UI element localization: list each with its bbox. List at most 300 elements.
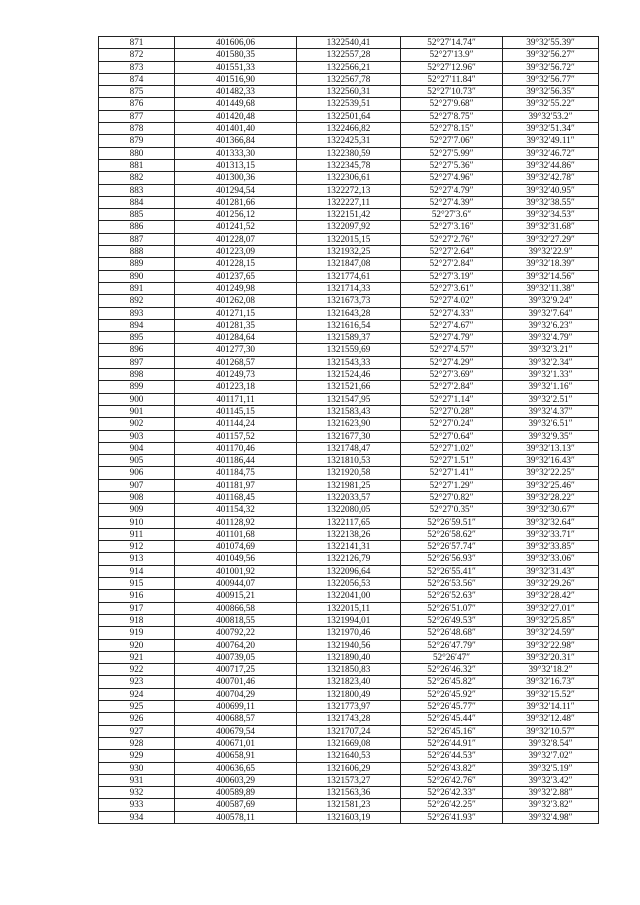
longitude-cell: 39°32′32.64″ <box>503 516 599 528</box>
y-coordinate-cell: 1322560,31 <box>297 86 401 98</box>
latitude-cell: 52°27′9.68″ <box>401 98 503 110</box>
latitude-cell: 52°27′0.64″ <box>401 430 503 442</box>
latitude-cell: 52°27′12.96″ <box>401 61 503 73</box>
table-row <box>99 332 599 344</box>
y-coordinate-cell: 1322227,11 <box>297 196 401 208</box>
table-row <box>99 73 599 85</box>
longitude-cell: 39°32′2.34″ <box>503 356 599 368</box>
point-number-cell: 932 <box>99 787 175 799</box>
longitude-cell: 39°32′1.33″ <box>503 369 599 381</box>
x-coordinate-cell: 401551,33 <box>175 61 297 73</box>
table-row <box>99 664 599 676</box>
latitude-cell: 52°26′51.07″ <box>401 602 503 614</box>
longitude-cell: 39°32′56.27″ <box>503 49 599 61</box>
latitude-cell: 52°27′2.76″ <box>401 233 503 245</box>
y-coordinate-cell: 1321563,36 <box>297 787 401 799</box>
x-coordinate-cell: 401284,64 <box>175 332 297 344</box>
table-row <box>99 614 599 626</box>
y-coordinate-cell: 1321810,53 <box>297 455 401 467</box>
latitude-cell: 52°27′5.36″ <box>401 159 503 171</box>
point-number-cell: 904 <box>99 442 175 454</box>
table-row <box>99 762 599 774</box>
latitude-cell: 52°26′45.77″ <box>401 701 503 713</box>
table-row <box>99 811 599 823</box>
longitude-cell: 39°32′2.51″ <box>503 393 599 405</box>
x-coordinate-cell: 400589,89 <box>175 787 297 799</box>
longitude-cell: 39°32′16.43″ <box>503 455 599 467</box>
x-coordinate-cell: 400704,29 <box>175 688 297 700</box>
point-number-cell: 888 <box>99 246 175 258</box>
y-coordinate-cell: 1321640,53 <box>297 750 401 762</box>
x-coordinate-cell: 401313,15 <box>175 159 297 171</box>
point-number-cell: 892 <box>99 295 175 307</box>
latitude-cell: 52°26′49.53″ <box>401 614 503 626</box>
y-coordinate-cell: 1322141,31 <box>297 541 401 553</box>
longitude-cell: 39°32′9.35″ <box>503 430 599 442</box>
point-number-cell: 903 <box>99 430 175 442</box>
y-coordinate-cell: 1322117,65 <box>297 516 401 528</box>
x-coordinate-cell: 401223,09 <box>175 246 297 258</box>
x-coordinate-cell: 401228,15 <box>175 258 297 270</box>
point-number-cell: 899 <box>99 381 175 393</box>
x-coordinate-cell: 401181,97 <box>175 479 297 491</box>
longitude-cell: 39°32′15.52″ <box>503 688 599 700</box>
y-coordinate-cell: 1321603,19 <box>297 811 401 823</box>
x-coordinate-cell: 401580,35 <box>175 49 297 61</box>
latitude-cell: 52°27′11.84″ <box>401 73 503 85</box>
latitude-cell: 52°27′4.79″ <box>401 332 503 344</box>
y-coordinate-cell: 1322097,92 <box>297 221 401 233</box>
table-row <box>99 270 599 282</box>
table-row <box>99 246 599 258</box>
point-number-cell: 887 <box>99 233 175 245</box>
x-coordinate-cell: 400578,11 <box>175 811 297 823</box>
y-coordinate-cell: 1321850,83 <box>297 664 401 676</box>
longitude-cell: 39°32′13.13″ <box>503 442 599 454</box>
table-row <box>99 774 599 786</box>
latitude-cell: 52°26′45.92″ <box>401 688 503 700</box>
y-coordinate-cell: 1321981,25 <box>297 479 401 491</box>
latitude-cell: 52°26′45.44″ <box>401 713 503 725</box>
table-row <box>99 209 599 221</box>
longitude-cell: 39°32′33.06″ <box>503 553 599 565</box>
point-number-cell: 916 <box>99 590 175 602</box>
x-coordinate-cell: 400688,57 <box>175 713 297 725</box>
point-number-cell: 931 <box>99 774 175 786</box>
table-row <box>99 442 599 454</box>
y-coordinate-cell: 1321643,28 <box>297 307 401 319</box>
table-row <box>99 381 599 393</box>
longitude-cell: 39°32′16.73″ <box>503 676 599 688</box>
point-number-cell: 898 <box>99 369 175 381</box>
table-row <box>99 578 599 590</box>
y-coordinate-cell: 1322567,78 <box>297 73 401 85</box>
point-number-cell: 929 <box>99 750 175 762</box>
longitude-cell: 39°32′56.77″ <box>503 73 599 85</box>
point-number-cell: 928 <box>99 737 175 749</box>
point-number-cell: 894 <box>99 319 175 331</box>
latitude-cell: 52°27′4.29″ <box>401 356 503 368</box>
table-row <box>99 295 599 307</box>
longitude-cell: 39°32′14.56″ <box>503 270 599 282</box>
y-coordinate-cell: 1322501,64 <box>297 110 401 122</box>
latitude-cell: 52°26′59.51″ <box>401 516 503 528</box>
y-coordinate-cell: 1322096,64 <box>297 565 401 577</box>
y-coordinate-cell: 1321677,30 <box>297 430 401 442</box>
table-row <box>99 479 599 491</box>
y-coordinate-cell: 1322056,53 <box>297 578 401 590</box>
table-row <box>99 369 599 381</box>
x-coordinate-cell: 400915,21 <box>175 590 297 602</box>
x-coordinate-cell: 401281,35 <box>175 319 297 331</box>
point-number-cell: 882 <box>99 172 175 184</box>
table-row <box>99 418 599 430</box>
latitude-cell: 52°26′43.82″ <box>401 762 503 774</box>
latitude-cell: 52°27′4.57″ <box>401 344 503 356</box>
y-coordinate-cell: 1322380,59 <box>297 147 401 159</box>
y-coordinate-cell: 1322272,13 <box>297 184 401 196</box>
longitude-cell: 39°32′3.82″ <box>503 799 599 811</box>
x-coordinate-cell: 401366,84 <box>175 135 297 147</box>
y-coordinate-cell: 1321543,33 <box>297 356 401 368</box>
point-number-cell: 917 <box>99 602 175 614</box>
table-row <box>99 430 599 442</box>
x-coordinate-cell: 401168,45 <box>175 491 297 503</box>
longitude-cell: 39°32′55.39″ <box>503 37 599 49</box>
x-coordinate-cell: 401333,30 <box>175 147 297 159</box>
table-row <box>99 639 599 651</box>
x-coordinate-cell: 401482,33 <box>175 86 297 98</box>
x-coordinate-cell: 401271,15 <box>175 307 297 319</box>
x-coordinate-cell: 401249,98 <box>175 282 297 294</box>
point-number-cell: 912 <box>99 541 175 553</box>
longitude-cell: 39°32′5.19″ <box>503 762 599 774</box>
x-coordinate-cell: 400866,58 <box>175 602 297 614</box>
longitude-cell: 39°32′31.43″ <box>503 565 599 577</box>
point-number-cell: 910 <box>99 516 175 528</box>
y-coordinate-cell: 1322041,00 <box>297 590 401 602</box>
x-coordinate-cell: 400701,46 <box>175 676 297 688</box>
table-row <box>99 98 599 110</box>
x-coordinate-cell: 401145,15 <box>175 405 297 417</box>
longitude-cell: 39°32′33.71″ <box>503 528 599 540</box>
point-number-cell: 896 <box>99 344 175 356</box>
longitude-cell: 39°32′28.22″ <box>503 491 599 503</box>
latitude-cell: 52°27′2.64″ <box>401 246 503 258</box>
latitude-cell: 52°27′3.16″ <box>401 221 503 233</box>
table-row <box>99 688 599 700</box>
latitude-cell: 52°27′2.84″ <box>401 258 503 270</box>
x-coordinate-cell: 401262,08 <box>175 295 297 307</box>
x-coordinate-cell: 401256,12 <box>175 209 297 221</box>
table-row <box>99 651 599 663</box>
point-number-cell: 885 <box>99 209 175 221</box>
latitude-cell: 52°26′52.63″ <box>401 590 503 602</box>
latitude-cell: 52°27′13.9″ <box>401 49 503 61</box>
x-coordinate-cell: 401237,65 <box>175 270 297 282</box>
table-row <box>99 147 599 159</box>
longitude-cell: 39°32′7.02″ <box>503 750 599 762</box>
x-coordinate-cell: 400764,20 <box>175 639 297 651</box>
longitude-cell: 39°32′29.26″ <box>503 578 599 590</box>
x-coordinate-cell: 401241,52 <box>175 221 297 233</box>
longitude-cell: 39°32′42.78″ <box>503 172 599 184</box>
y-coordinate-cell: 1321743,28 <box>297 713 401 725</box>
longitude-cell: 39°32′56.72″ <box>503 61 599 73</box>
y-coordinate-cell: 1321847,08 <box>297 258 401 270</box>
point-number-cell: 920 <box>99 639 175 651</box>
table-row <box>99 602 599 614</box>
point-number-cell: 873 <box>99 61 175 73</box>
latitude-cell: 52°26′57.74″ <box>401 541 503 553</box>
point-number-cell: 874 <box>99 73 175 85</box>
point-number-cell: 890 <box>99 270 175 282</box>
latitude-cell: 52°26′58.62″ <box>401 528 503 540</box>
point-number-cell: 925 <box>99 701 175 713</box>
longitude-cell: 39°32′4.98″ <box>503 811 599 823</box>
y-coordinate-cell: 1321970,46 <box>297 627 401 639</box>
latitude-cell: 52°27′0.24″ <box>401 418 503 430</box>
latitude-cell: 52°27′4.33″ <box>401 307 503 319</box>
latitude-cell: 52°27′7.06″ <box>401 135 503 147</box>
y-coordinate-cell: 1322345,78 <box>297 159 401 171</box>
x-coordinate-cell: 401128,92 <box>175 516 297 528</box>
table-row <box>99 528 599 540</box>
y-coordinate-cell: 1321920,58 <box>297 467 401 479</box>
table-row <box>99 123 599 135</box>
y-coordinate-cell: 1321559,69 <box>297 344 401 356</box>
latitude-cell: 52°27′1.41″ <box>401 467 503 479</box>
point-number-cell: 879 <box>99 135 175 147</box>
longitude-cell: 39°32′20.31″ <box>503 651 599 663</box>
longitude-cell: 39°32′3.21″ <box>503 344 599 356</box>
latitude-cell: 52°26′44.91″ <box>401 737 503 749</box>
latitude-cell: 52°27′3.69″ <box>401 369 503 381</box>
longitude-cell: 39°32′28.42″ <box>503 590 599 602</box>
y-coordinate-cell: 1321573,27 <box>297 774 401 786</box>
table-row <box>99 627 599 639</box>
point-number-cell: 889 <box>99 258 175 270</box>
longitude-cell: 39°32′51.34″ <box>503 123 599 135</box>
point-number-cell: 876 <box>99 98 175 110</box>
y-coordinate-cell: 1322015,11 <box>297 602 401 614</box>
latitude-cell: 52°27′14.74″ <box>401 37 503 49</box>
y-coordinate-cell: 1322138,26 <box>297 528 401 540</box>
latitude-cell: 52°27′8.15″ <box>401 123 503 135</box>
y-coordinate-cell: 1321583,43 <box>297 405 401 417</box>
longitude-cell: 39°32′18.2″ <box>503 664 599 676</box>
x-coordinate-cell: 400658,91 <box>175 750 297 762</box>
longitude-cell: 39°32′56.35″ <box>503 86 599 98</box>
point-number-cell: 911 <box>99 528 175 540</box>
table-row <box>99 221 599 233</box>
table-row <box>99 159 599 171</box>
x-coordinate-cell: 401277,30 <box>175 344 297 356</box>
latitude-cell: 52°26′56.93″ <box>401 553 503 565</box>
longitude-cell: 39°32′6.51″ <box>503 418 599 430</box>
longitude-cell: 39°32′12.48″ <box>503 713 599 725</box>
y-coordinate-cell: 1321932,25 <box>297 246 401 258</box>
table-row <box>99 86 599 98</box>
latitude-cell: 52°26′42.76″ <box>401 774 503 786</box>
latitude-cell: 52°26′53.56″ <box>401 578 503 590</box>
y-coordinate-cell: 1322015,15 <box>297 233 401 245</box>
point-number-cell: 877 <box>99 110 175 122</box>
table-row <box>99 172 599 184</box>
longitude-cell: 39°32′22.25″ <box>503 467 599 479</box>
x-coordinate-cell: 400603,29 <box>175 774 297 786</box>
latitude-cell: 52°27′1.14″ <box>401 393 503 405</box>
y-coordinate-cell: 1322306,61 <box>297 172 401 184</box>
latitude-cell: 52°26′42.25″ <box>401 799 503 811</box>
x-coordinate-cell: 400739,05 <box>175 651 297 663</box>
y-coordinate-cell: 1322126,79 <box>297 553 401 565</box>
x-coordinate-cell: 401154,32 <box>175 504 297 516</box>
x-coordinate-cell: 400699,11 <box>175 701 297 713</box>
table-row <box>99 787 599 799</box>
y-coordinate-cell: 1322539,51 <box>297 98 401 110</box>
x-coordinate-cell: 401516,90 <box>175 73 297 85</box>
table-row <box>99 37 599 49</box>
table-row <box>99 61 599 73</box>
point-number-cell: 915 <box>99 578 175 590</box>
latitude-cell: 52°27′1.02″ <box>401 442 503 454</box>
longitude-cell: 39°32′24.59″ <box>503 627 599 639</box>
latitude-cell: 52°27′4.67″ <box>401 319 503 331</box>
table-row <box>99 356 599 368</box>
latitude-cell: 52°27′3.6″ <box>401 209 503 221</box>
point-number-cell: 897 <box>99 356 175 368</box>
point-number-cell: 902 <box>99 418 175 430</box>
coordinates-table <box>98 36 599 824</box>
latitude-cell: 52°26′47″ <box>401 651 503 663</box>
point-number-cell: 907 <box>99 479 175 491</box>
table-row <box>99 405 599 417</box>
table-row <box>99 282 599 294</box>
table-row <box>99 233 599 245</box>
table-row <box>99 307 599 319</box>
point-number-cell: 933 <box>99 799 175 811</box>
latitude-cell: 52°26′46.32″ <box>401 664 503 676</box>
longitude-cell: 39°32′22.9″ <box>503 246 599 258</box>
table-row <box>99 701 599 713</box>
point-number-cell: 921 <box>99 651 175 663</box>
longitude-cell: 39°32′8.54″ <box>503 737 599 749</box>
table-row <box>99 799 599 811</box>
longitude-cell: 39°32′49.11″ <box>503 135 599 147</box>
table-row <box>99 467 599 479</box>
latitude-cell: 52°27′2.84″ <box>401 381 503 393</box>
longitude-cell: 39°32′34.53″ <box>503 209 599 221</box>
y-coordinate-cell: 1321606,29 <box>297 762 401 774</box>
longitude-cell: 39°32′3.42″ <box>503 774 599 786</box>
point-number-cell: 895 <box>99 332 175 344</box>
y-coordinate-cell: 1321707,24 <box>297 725 401 737</box>
y-coordinate-cell: 1321823,40 <box>297 676 401 688</box>
point-number-cell: 905 <box>99 455 175 467</box>
y-coordinate-cell: 1322033,57 <box>297 491 401 503</box>
longitude-cell: 39°32′25.46″ <box>503 479 599 491</box>
point-number-cell: 909 <box>99 504 175 516</box>
y-coordinate-cell: 1321589,37 <box>297 332 401 344</box>
point-number-cell: 918 <box>99 614 175 626</box>
x-coordinate-cell: 401420,48 <box>175 110 297 122</box>
y-coordinate-cell: 1321940,56 <box>297 639 401 651</box>
y-coordinate-cell: 1321800,49 <box>297 688 401 700</box>
y-coordinate-cell: 1321994,01 <box>297 614 401 626</box>
latitude-cell: 52°26′45.16″ <box>401 725 503 737</box>
point-number-cell: 883 <box>99 184 175 196</box>
point-number-cell: 881 <box>99 159 175 171</box>
longitude-cell: 39°32′44.86″ <box>503 159 599 171</box>
point-number-cell: 922 <box>99 664 175 676</box>
x-coordinate-cell: 401300,36 <box>175 172 297 184</box>
x-coordinate-cell: 400671,01 <box>175 737 297 749</box>
table-row <box>99 135 599 147</box>
longitude-cell: 39°32′1.16″ <box>503 381 599 393</box>
x-coordinate-cell: 400944,07 <box>175 578 297 590</box>
point-number-cell: 906 <box>99 467 175 479</box>
latitude-cell: 52°26′47.79″ <box>401 639 503 651</box>
x-coordinate-cell: 401281,66 <box>175 196 297 208</box>
longitude-cell: 39°32′38.55″ <box>503 196 599 208</box>
point-number-cell: 871 <box>99 37 175 49</box>
latitude-cell: 52°27′4.02″ <box>401 295 503 307</box>
table-row <box>99 258 599 270</box>
longitude-cell: 39°32′9.24″ <box>503 295 599 307</box>
longitude-cell: 39°32′2.88″ <box>503 787 599 799</box>
x-coordinate-cell: 401401,40 <box>175 123 297 135</box>
longitude-cell: 39°32′33.85″ <box>503 541 599 553</box>
x-coordinate-cell: 400792,22 <box>175 627 297 639</box>
table-row <box>99 504 599 516</box>
latitude-cell: 52°27′1.29″ <box>401 479 503 491</box>
longitude-cell: 39°32′53.2″ <box>503 110 599 122</box>
x-coordinate-cell: 401101,68 <box>175 528 297 540</box>
latitude-cell: 52°26′48.68″ <box>401 627 503 639</box>
point-number-cell: 914 <box>99 565 175 577</box>
longitude-cell: 39°32′4.79″ <box>503 332 599 344</box>
x-coordinate-cell: 401171,11 <box>175 393 297 405</box>
longitude-cell: 39°32′11.38″ <box>503 282 599 294</box>
x-coordinate-cell: 400587,69 <box>175 799 297 811</box>
x-coordinate-cell: 401049,56 <box>175 553 297 565</box>
x-coordinate-cell: 400679,54 <box>175 725 297 737</box>
x-coordinate-cell: 401268,57 <box>175 356 297 368</box>
latitude-cell: 52°27′10.73″ <box>401 86 503 98</box>
latitude-cell: 52°26′45.82″ <box>401 676 503 688</box>
y-coordinate-cell: 1321669,08 <box>297 737 401 749</box>
latitude-cell: 52°26′41.93″ <box>401 811 503 823</box>
point-number-cell: 880 <box>99 147 175 159</box>
latitude-cell: 52°27′4.96″ <box>401 172 503 184</box>
table-row <box>99 49 599 61</box>
point-number-cell: 924 <box>99 688 175 700</box>
x-coordinate-cell: 401449,68 <box>175 98 297 110</box>
y-coordinate-cell: 1321524,46 <box>297 369 401 381</box>
x-coordinate-cell: 401186,44 <box>175 455 297 467</box>
latitude-cell: 52°27′3.61″ <box>401 282 503 294</box>
table-row <box>99 725 599 737</box>
table-row <box>99 737 599 749</box>
y-coordinate-cell: 1321623,90 <box>297 418 401 430</box>
x-coordinate-cell: 401294,54 <box>175 184 297 196</box>
table-row <box>99 184 599 196</box>
y-coordinate-cell: 1322466,82 <box>297 123 401 135</box>
point-number-cell: 926 <box>99 713 175 725</box>
longitude-cell: 39°32′6.23″ <box>503 319 599 331</box>
point-number-cell: 908 <box>99 491 175 503</box>
